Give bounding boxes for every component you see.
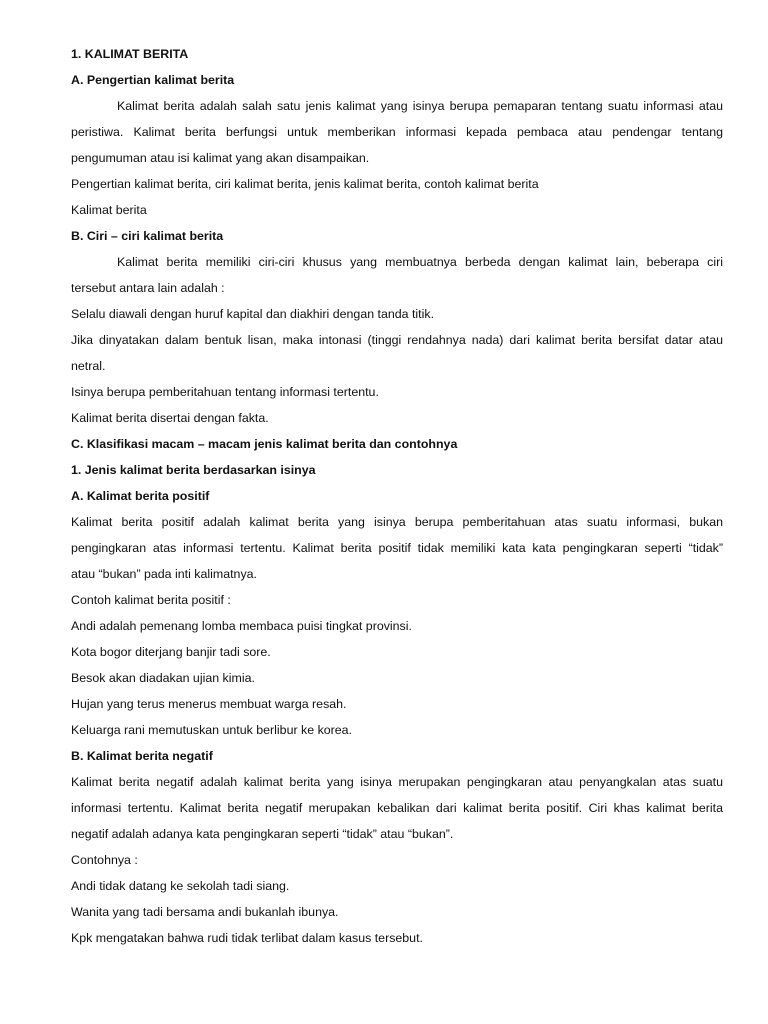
section-b-para-line: Kalimat berita memiliki ciri-ciri khusus yang membuatnya berbeda dengan kalimat lain, beberapa ciri <box>117 255 723 269</box>
negative-title: B. Kalimat berita negatif <box>71 749 213 763</box>
section-b-title: B. Ciri – ciri kalimat berita <box>71 229 224 243</box>
section-c-title: C. Klasifikasi macam – macam jenis kalimat berita dan contohnya <box>71 437 458 451</box>
section-c-subtitle: 1. Jenis kalimat berita berdasarkan isinya <box>71 463 316 477</box>
negative-para-line: informasi tertentu. Kalimat berita negatif merupakan kebalikan dari kalimat berita positif. Ciri khas kalimat berita <box>71 801 723 815</box>
main-heading: 1. KALIMAT BERITA <box>71 47 189 61</box>
feature-item: Jika dinyatakan dalam bentuk lisan, maka intonasi (tinggi rendahnya nada) dari kalimat berita bersifat datar atau <box>71 333 723 347</box>
positive-para-line: Kalimat berita positif adalah kalimat berita yang isinya berupa pemberitahuan atas suatu informasi, bukan <box>71 515 723 529</box>
feature-item: Selalu diawali dengan huruf kapital dan diakhiri dengan tanda titik. <box>71 307 435 321</box>
positive-para-line: atau “bukan” pada inti kalimatnya. <box>71 567 257 581</box>
negative-para-line: negatif adalah adanya kata pengingkaran seperti “tidak” atau “bukan”. <box>71 827 454 841</box>
feature-item: Isinya berupa pemberitahuan tentang informasi tertentu. <box>71 385 379 399</box>
negative-example: Wanita yang tadi bersama andi bukanlah ibunya. <box>71 905 339 919</box>
positive-examples-label: Contoh kalimat berita positif : <box>71 593 231 607</box>
positive-para-line: pengingkaran atas informasi tertentu. Kalimat berita positif tidak memiliki kata kata pengingkaran seperti “tidak” <box>71 541 723 555</box>
section-a-para-line: pengumuman atau isi kalimat yang akan disampaikan. <box>71 151 370 165</box>
positive-example: Keluarga rani memutuskan untuk berlibur ke korea. <box>71 723 353 737</box>
positive-example: Kota bogor diterjang banjir tadi sore. <box>71 645 271 659</box>
section-a-para-line: peristiwa. Kalimat berita berfungsi untuk memberikan informasi kepada pembaca atau pendengar tentang <box>71 125 723 139</box>
positive-example: Hujan yang terus menerus membuat warga resah. <box>71 697 347 711</box>
label-line: Kalimat berita <box>71 203 147 217</box>
positive-example: Andi adalah pemenang lomba membaca puisi tingkat provinsi. <box>71 619 412 633</box>
positive-example: Besok akan diadakan ujian kimia. <box>71 671 255 685</box>
negative-para-line: Kalimat berita negatif adalah kalimat berita yang isinya merupakan pengingkaran atau penyangkalan atas suatu <box>71 775 723 789</box>
negative-example: Andi tidak datang ke sekolah tadi siang. <box>71 879 290 893</box>
negative-examples-label: Contohnya : <box>71 853 138 867</box>
negative-example: Kpk mengatakan bahwa rudi tidak terlibat dalam kasus tersebut. <box>71 931 423 945</box>
section-a-para-line: Kalimat berita adalah salah satu jenis kalimat yang isinya berupa pemaparan tentang suatu informasi atau <box>117 99 723 113</box>
section-b-para-line: tersebut antara lain adalah : <box>71 281 225 295</box>
feature-item-continuation: netral. <box>71 359 106 373</box>
positive-title: A. Kalimat berita positif <box>71 489 210 503</box>
keywords-line: Pengertian kalimat berita, ciri kalimat berita, jenis kalimat berita, contoh kalimat berita <box>71 177 539 191</box>
feature-item: Kalimat berita disertai dengan fakta. <box>71 411 269 425</box>
section-a-title: A. Pengertian kalimat berita <box>71 73 235 87</box>
